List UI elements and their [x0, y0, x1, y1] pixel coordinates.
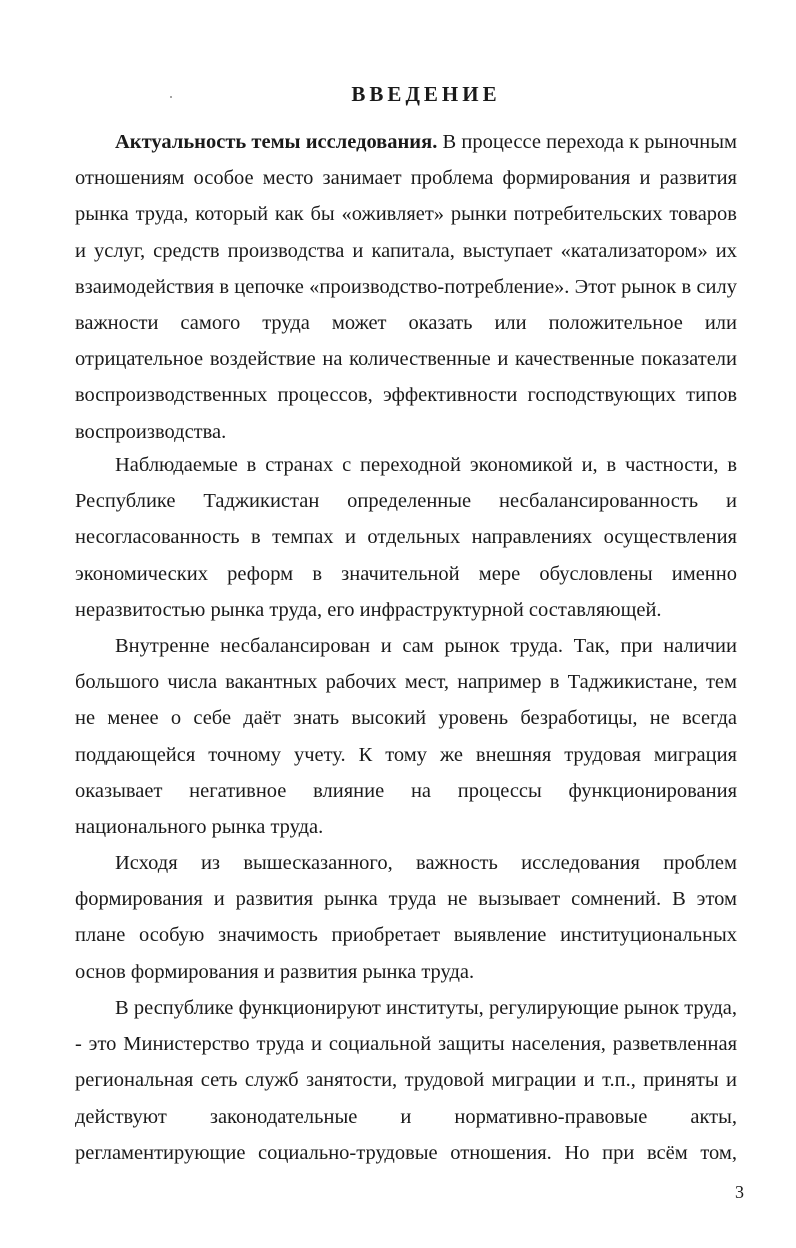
paragraph-institutions [75, 990, 737, 1171]
page-number: 3 [735, 1182, 744, 1202]
paragraph-lead: Актуальность темы исследования. [115, 131, 438, 153]
paragraph-text: Внутренне несбалансирован и сам рынок труда. Так, при наличии большого числа вакантных рабочих мест, например в Таджикистане, тем не менее о себе даёт знать высокий уровень безработицы, не всегда поддающейся точному учету. К тому же внешняя трудовая миграция оказывает негативное влияние на процессы функционирования национального рынка труда. [75, 635, 737, 839]
paragraph-research-importance [75, 845, 737, 990]
page-heading: ВВЕДЕНИЕ [351, 82, 501, 106]
paragraph-text: Исходя из вышесказанного, важность исследования проблем формирования и развития рынка труда не вызывает сомнений. В этом плане особую значимость приобретает выявление институциональных основ формирования и развития рынка труда. [75, 852, 737, 983]
paragraph-transition-economies [75, 447, 737, 628]
paragraph-relevance [75, 124, 737, 450]
paragraph-text: Наблюдаемые в странах с переходной экономикой и, в частности, в Республике Таджикистан определенные несбалансированность и несогласованность в темпах и отдельных направлениях осуществления экономических реформ в значительной мере обусловлены именно неразвитостью рынка труда, его инфраструктурной составляющей. [75, 454, 737, 621]
paragraph-text: В процессе перехода к рыночным отношениям особое место занимает проблема формирования и развития рынка труда, который как бы «оживляет» рынки потребительских товаров и услуг, средств производства и капитала, выступает «катализатором» их взаимодействия в цепочке «производство-потребление». Этот рынок в силу важности самого труда может оказать или положительное или отрицательное воздействие на количественные и качественные показатели воспроизводственных процессов, эффективности господствующих типов воспроизводства. [75, 131, 738, 443]
paragraph-text: В республике функционируют институты, регулирующие рынок труда, - это Министерство труда и социальной защиты населения, разветвленная региональная сеть служб занятости, трудовой миграции и т.п., приняты и действуют законодательные и нормативно-правовые акты, регламентирующие социально-трудовые отношения. Но при всём том, [75, 997, 737, 1164]
paragraph-labor-market-imbalance [75, 628, 737, 845]
